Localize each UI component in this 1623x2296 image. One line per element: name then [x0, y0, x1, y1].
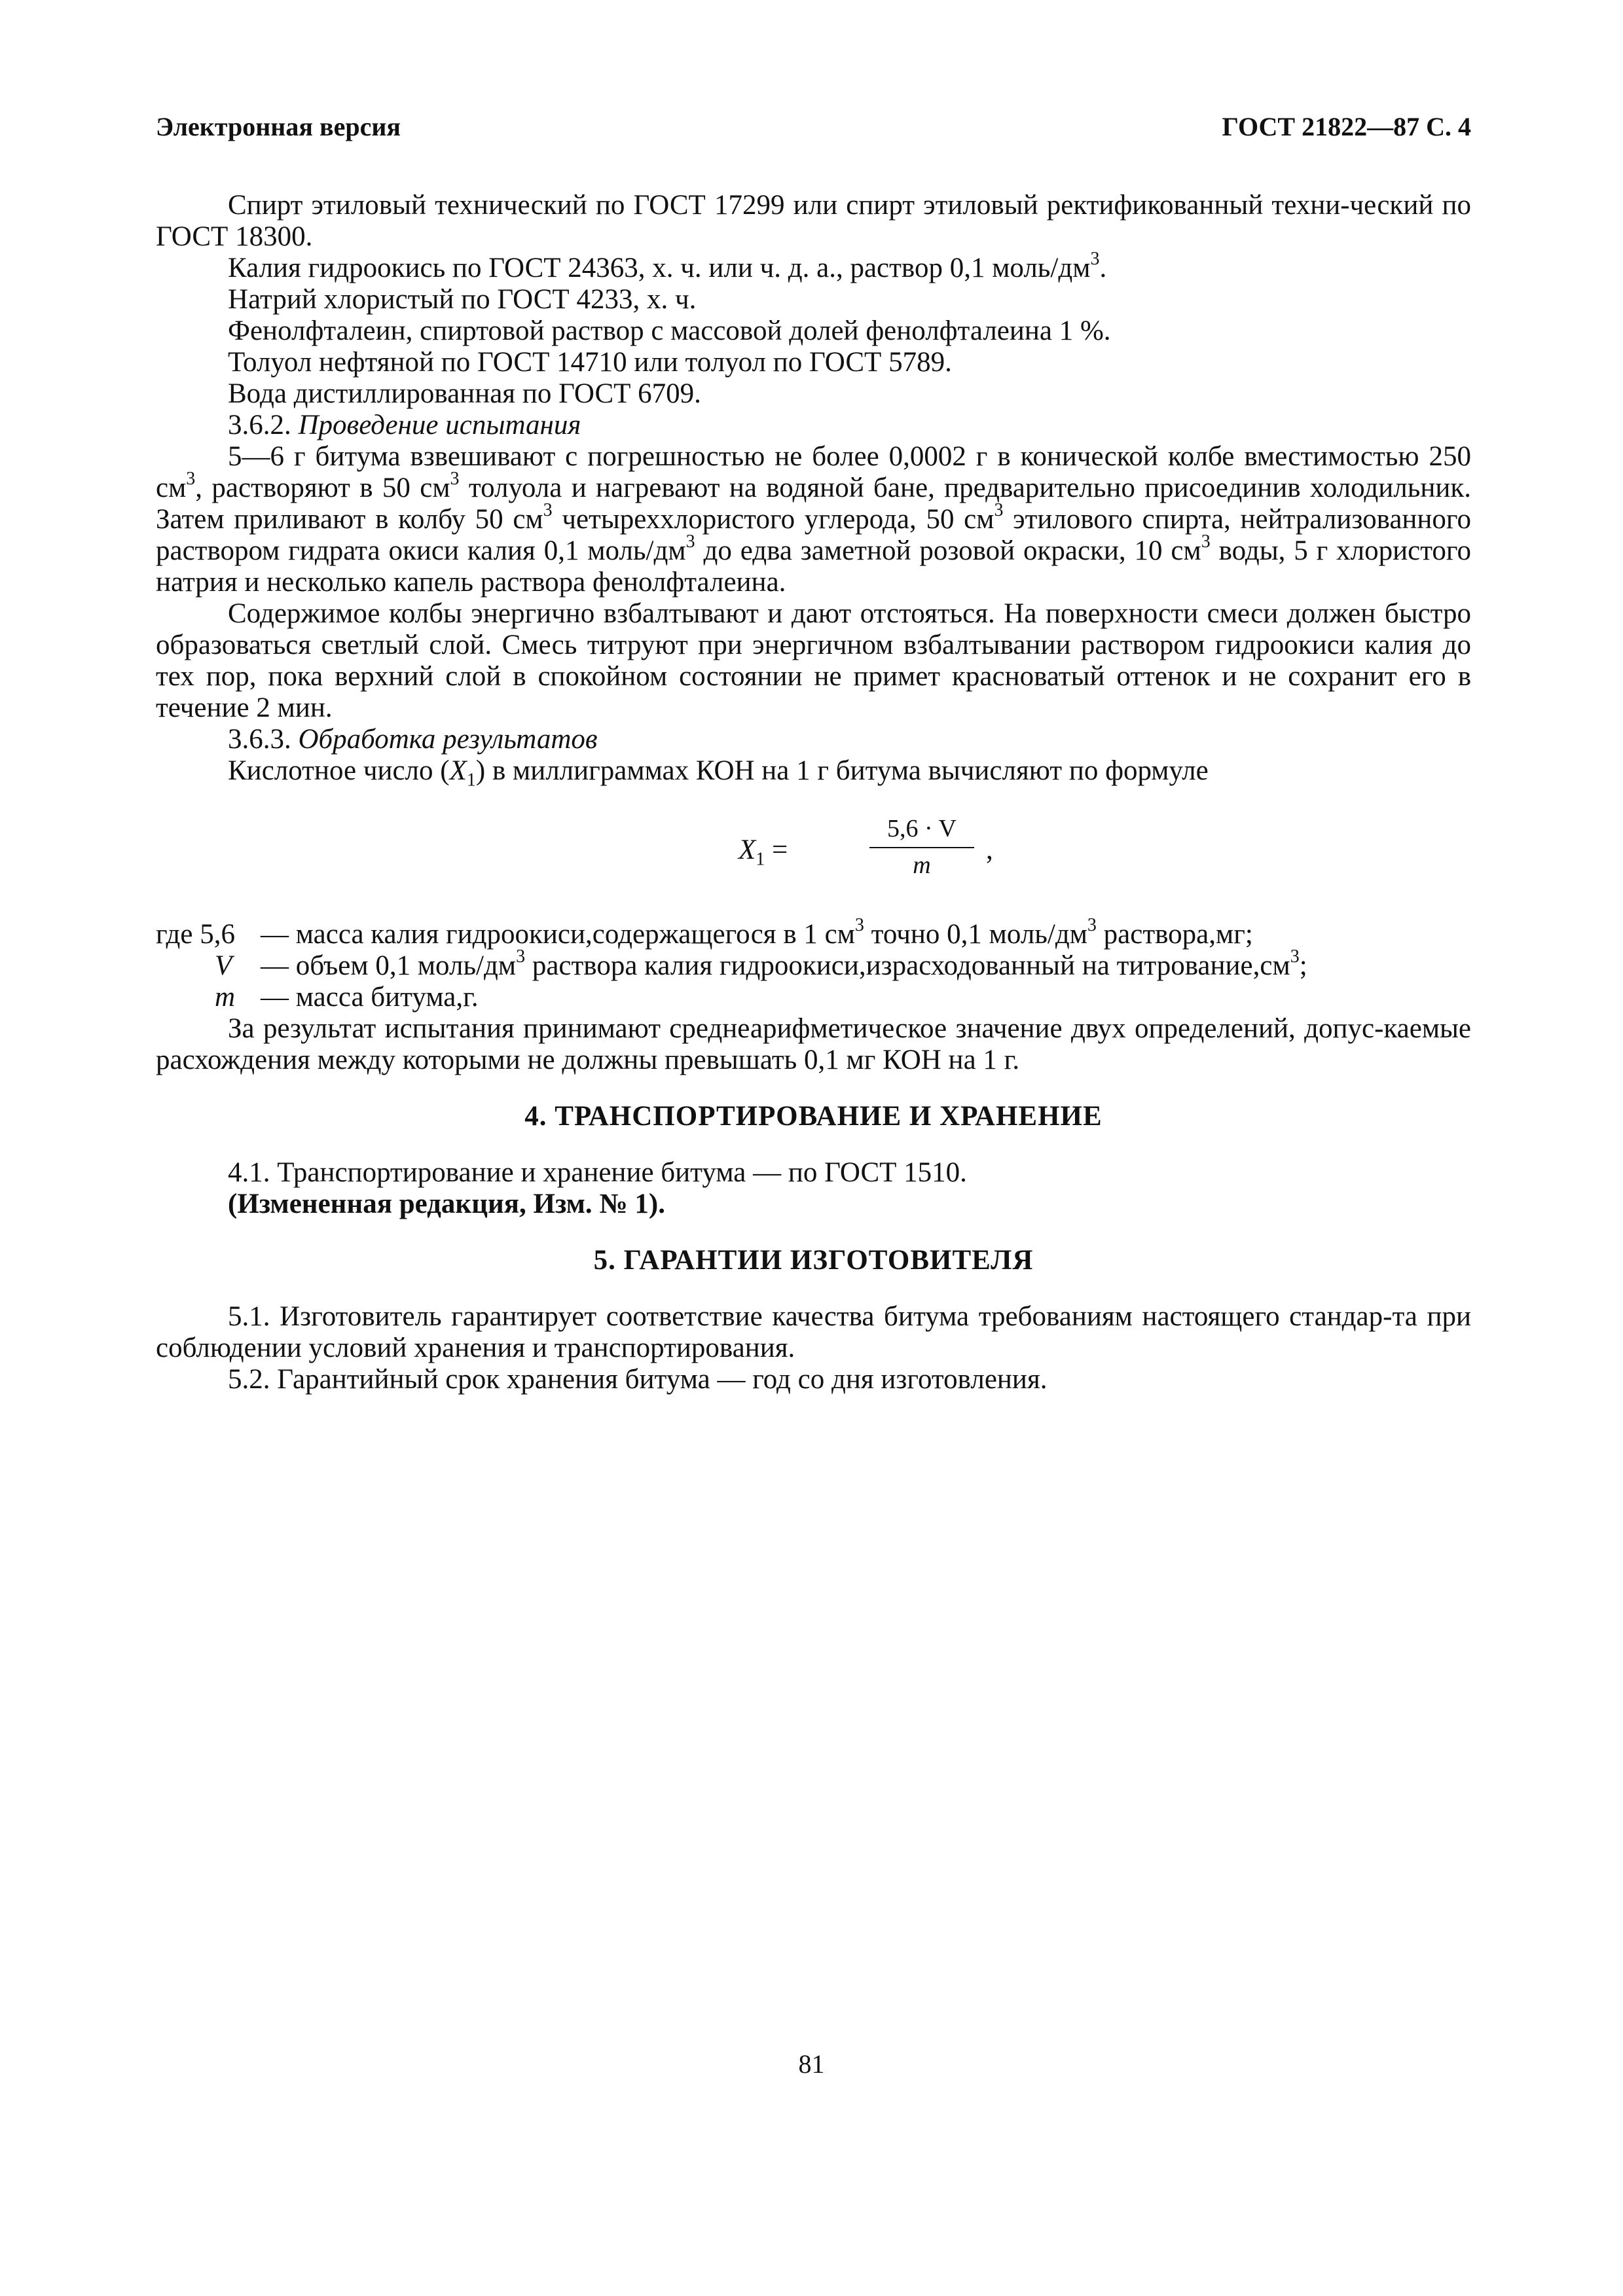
legend-symbol: V	[215, 950, 232, 981]
fraction-bar	[869, 847, 974, 848]
page-number: 81	[798, 2049, 825, 2079]
section-4-title: 4. ТРАНСПОРТИРОВАНИЕ И ХРАНЕНИЕ	[524, 1101, 1103, 1132]
reagent-koh: Калия гидроокись по ГОСТ 24363, х. ч. или ч. д. а., раствор 0,1 моль/$дм^3$.	[228, 248, 1107, 283]
reagent-nacl: Натрий хлористый по ГОСТ 4233, х. ч.	[228, 284, 697, 315]
formula-numerator: 5,6 · V	[887, 815, 957, 842]
legend-description: — масса битума,г.	[261, 982, 479, 1013]
section-4-clause-1: 4.1. Транспортирование и хранение битума — по ГОСТ 1510.	[228, 1157, 967, 1188]
section-5-title: 5. ГАРАНТИИ ИЗГОТОВИТЕЛЯ	[593, 1245, 1034, 1276]
section-5-clause-2: 5.2. Гарантийный срок хранения битума — год со дня изготовления.	[228, 1364, 1048, 1395]
legend-row	[156, 914, 1471, 950]
reagent-ethanol: Спирт этиловый технический по ГОСТ 17299 или спирт этиловый ректификованный техни-ческий по ГОСТ 18300.	[156, 190, 1471, 252]
document-body	[156, 190, 1471, 1395]
acid-number-formula	[156, 812, 1471, 897]
amendment-note: (Измененная редакция, Изм. № 1).	[228, 1189, 665, 1219]
section-5-clause-1: 5.1. Изготовитель гарантирует соответствие качества битума требованиям настоящего стандар-та при соблюдении условий хранения и транспортирования.	[156, 1301, 1471, 1363]
legend-symbol: m	[215, 982, 236, 1013]
formula-legend	[156, 914, 1471, 1013]
formula-comma: ,	[986, 834, 993, 865]
procedure-paragraph-2: Содержимое колбы энергично взбалтывают и дают отстояться. На поверхности смеси должен быстро образоваться светлый слой. Смесь титруют при энергичном взбалтывании раствором гидроокиси калия до тех пор, пока верхний слой в спокойном состоянии не примет красноватый оттенок и не сохранит его в течение 2 мин.	[156, 598, 1471, 723]
formula-lhs: $X_1$ =	[739, 834, 788, 870]
formula-fraction	[869, 812, 974, 881]
reagent-toluene: Толуол нефтяной по ГОСТ 14710 или толуол по ГОСТ 5789.	[228, 347, 952, 378]
formula-denominator: m	[913, 852, 931, 879]
page-header	[156, 111, 1471, 151]
reagent-water: Вода дистиллированная по ГОСТ 6709.	[228, 378, 701, 409]
legend-symbol: где 5,6	[156, 919, 235, 950]
legend-description: — объем 0,1 моль/$дм^3$ раствора калия гидроокиси,израсходованный на $титрование,см^3$;	[261, 946, 1307, 981]
legend-description: — масса калия гидроокиси,содержащегося в 1 $см^3$ точно 0,1 моль/$дм^3$ раствора,мг;	[261, 914, 1253, 950]
header-standard-code: ГОСТ 21822—87 С. 4	[1222, 112, 1471, 141]
legend-row	[156, 982, 1471, 1013]
clause-heading-3-6-3: 3.6.3. Обработка результатов	[228, 724, 598, 755]
legend-row	[156, 946, 1471, 982]
formula-intro: Кислотное число $(X_1)$ в миллиграммах КОН на 1 г битума вычисляют по формуле	[228, 755, 1209, 791]
clause-heading-3-6-2: 3.6.2. Проведение испытания	[228, 410, 581, 440]
reagent-phenolphthalein: Фенолфталеин, спиртовой раствор с массовой долей фенолфталеина 1 %.	[228, 315, 1111, 346]
header-edition-label: Электронная версия	[156, 112, 401, 141]
result-paragraph: За результат испытания принимают среднеарифметическое значение двух определений, допус-каемые расхождения между которыми не должны превышать 0,1 мг КОН на 1 г.	[156, 1013, 1471, 1075]
procedure-paragraph-1: 5—6 г битума взвешивают с погрешностью не более 0,0002 г в конической колбе вместимостью 250 $см^3$, растворяют в 50 $см^3$ толуола и нагревают на водяной бане, предварительно присоединив холодильник. Затем приливают в колбу 50 $см^3$ четыреххлористого углерода, 50 $см^3$ этилового спирта, нейтрализованного раствором гидрата окиси калия 0,1 моль/$дм^3$ до едва заметной розовой окраски, 10 $см^3$ воды, 5 г хлористого натрия и несколько капель раствора фенолфталеина.	[156, 441, 1471, 598]
